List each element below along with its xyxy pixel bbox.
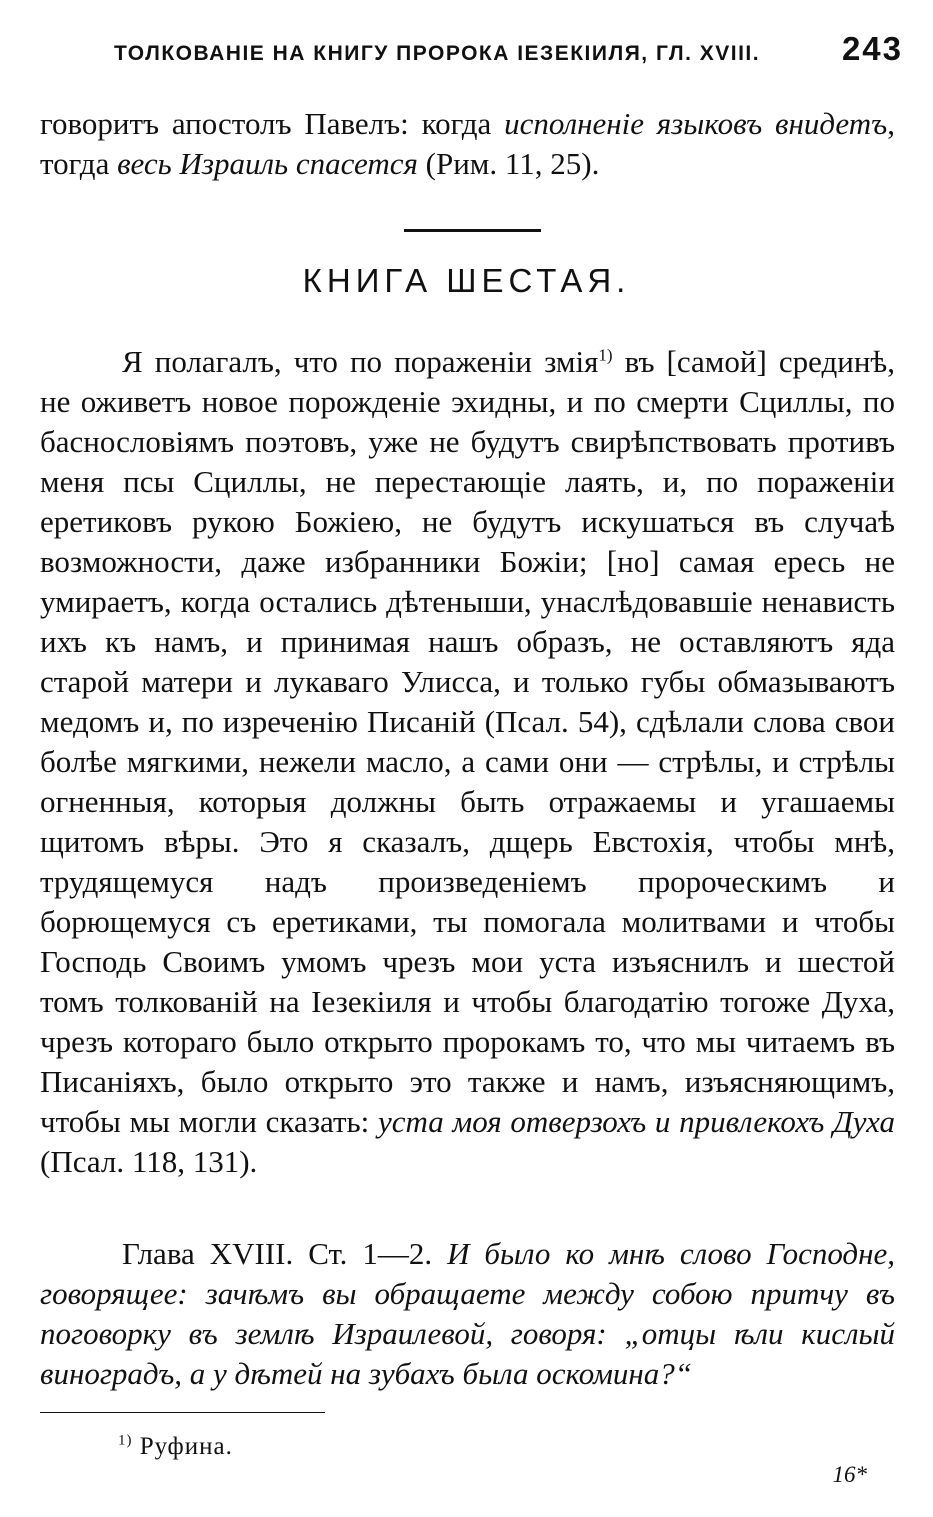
signature-mark: 16* (832, 1462, 867, 1487)
intro-text-2: , тогда (40, 106, 895, 181)
footnote-reference: 1) (598, 345, 613, 365)
intro-text-3: (Рим. 11, 25). (417, 146, 600, 181)
footnote-divider (40, 1412, 325, 1413)
body-text-3: (Псал. 118, 131). (40, 1144, 258, 1179)
body-text-2: въ [самой] срединѣ, не оживетъ новое порожденіе эхидны, и по смерти Сциллы, по баснословіямъ поэтовъ, уже не будутъ свирѣпствовать противъ меня псы Сциллы, не перестающіе лаять, и, по пораженіи еретиковъ рукою Божіею, не будутъ искушаться въ случаѣ возможности, даже избранники Божіи; [но] самая ересь не умираетъ, когда остались дѣтеныши, унаслѣдовавшіе ненависть ихъ къ намъ, и принимая нашъ образъ, не оставляютъ яда старой матери и лукаваго Улисса, и только губы обмазываютъ медомъ и, по изреченію Писаній (Псал. 54), сдѣлали слова свои болѣе мягкими, нежели масло, а сами они — стрѣлы, и стрѣлы огненныя, которыя должны быть отражаемы и угашаемы щитомъ вѣры. Это я сказалъ, дщерь Евстохія, чтобы мнѣ, трудящемуся надъ произведеніемъ пророческимъ и борющемуся съ еретиками, ты помогала молитвами и чтобы Господь Своимъ умомъ чрезъ мои уста изъяснилъ и шестой томъ толкованій на Іезекіиля и чтобы благодатію тогоже Духа, чрезъ котораго было открыто пророкамъ то, что мы читаемъ въ Писаніяхъ, было открыто это также и намъ, изъясняющимъ, чтобы мы могли сказать: (40, 344, 895, 1139)
body-paragraph (40, 342, 895, 1182)
footnote-text: Руфина. (132, 1433, 233, 1460)
footnote (118, 1433, 233, 1461)
intro-quote-1: исполненіе языковъ внидетъ (504, 106, 888, 141)
footnote-marker: 1) (118, 1432, 133, 1449)
book-title: КНИГА ШЕСТАЯ. (302, 262, 631, 299)
body-quote: уста моя отверзохъ и привлекохъ Духа (377, 1104, 895, 1139)
chapter-verse: И было ко мнѣ слово Господне, говорящее: зачѣмъ вы обращаете между собою притчу въ поговорку въ землѣ Израилевой, говоря: „отцы ѣли кислый виноградъ, а у дѣтей на зубахъ была оскомина?“ (40, 1236, 895, 1391)
chapter-paragraph (40, 1234, 895, 1394)
page-number: 243 (841, 30, 903, 67)
running-title: ТОЛКОВАНІЕ НА КНИГУ ПРОРОКА ІЕЗЕКІИЛЯ, ГЛ. XVIII. (114, 42, 761, 65)
intro-text-1: говоритъ апостолъ Павелъ: когда (40, 106, 505, 141)
body-text-1: Я полагалъ, что по пораженіи змія (122, 344, 599, 379)
intro-quote-2: весь Израиль спасется (117, 146, 418, 181)
section-divider (404, 229, 541, 232)
intro-paragraph (40, 104, 895, 184)
page-header (60, 30, 903, 74)
chapter-heading: Глава XVIII. Ст. 1—2. (122, 1236, 448, 1271)
